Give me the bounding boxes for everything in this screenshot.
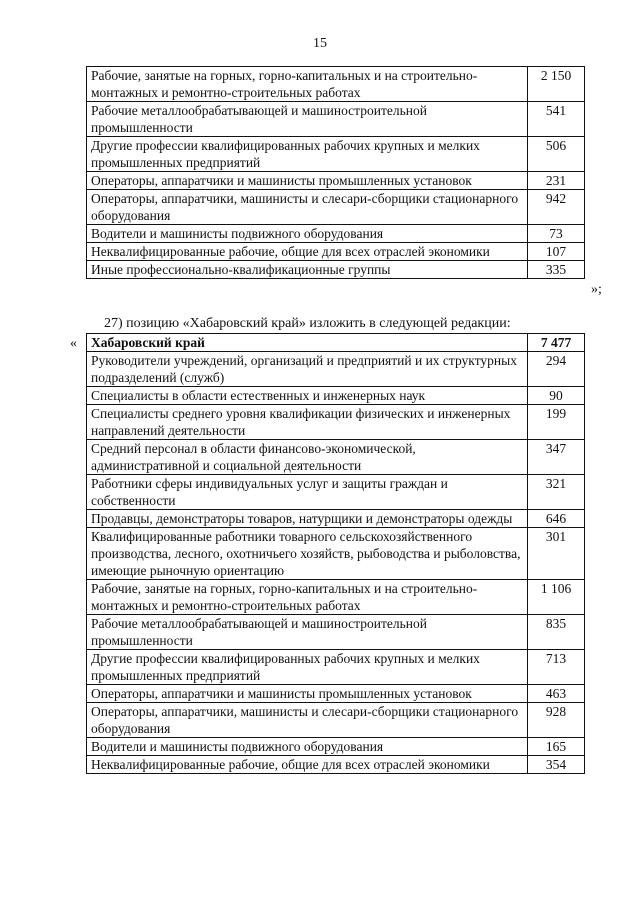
table-row: [87, 225, 585, 243]
row-value: 231: [528, 172, 585, 190]
row-label: Операторы, аппаратчики и машинисты промышленных установок: [87, 685, 528, 703]
table-row: [87, 261, 585, 279]
row-label: Водители и машинисты подвижного оборудования: [87, 225, 528, 243]
row-label: Специалисты среднего уровня квалификации физических и инженерных направлений деятельности: [87, 405, 528, 440]
region-header-row: [87, 334, 585, 352]
table-row: [87, 405, 585, 440]
row-label: Операторы, аппаратчики и машинисты промышленных установок: [87, 172, 528, 190]
row-value: 321: [528, 475, 585, 510]
occupation-table-continued: [86, 66, 585, 279]
row-value: 835: [528, 615, 585, 650]
row-label: Иные профессионально-квалификационные группы: [87, 261, 528, 279]
row-value: 107: [528, 243, 585, 261]
table-row: [87, 650, 585, 685]
row-value: 294: [528, 352, 585, 387]
row-label: Рабочие, занятые на горных, горно-капитальных и на строительно-монтажных и ремонтно-строительных работах: [87, 580, 528, 615]
row-value: 506: [528, 137, 585, 172]
table-row: [87, 102, 585, 137]
row-label: Операторы, аппаратчики, машинисты и слесари-сборщики стационарного оборудования: [87, 190, 528, 225]
row-label: Рабочие металлообрабатывающей и машиностроительной промышленности: [87, 615, 528, 650]
row-value: 73: [528, 225, 585, 243]
table-row: [87, 615, 585, 650]
table-row: [87, 67, 585, 102]
region-total: 7 477: [528, 334, 585, 352]
table-row: [87, 243, 585, 261]
closing-quote: »;: [591, 282, 602, 297]
row-label: Руководители учреждений, организаций и предприятий и их структурных подразделений (служб): [87, 352, 528, 387]
amendment-paragraph: 27) позицию «Хабаровский край» изложить в следующей редакции:: [104, 316, 511, 331]
row-label: Рабочие, занятые на горных, горно-капитальных и на строительно-монтажных и ремонтно-строительных работах: [87, 67, 528, 102]
row-label: Операторы, аппаратчики, машинисты и слесари-сборщики стационарного оборудования: [87, 703, 528, 738]
row-label: Квалифицированные работники товарного сельскохозяйственного производства, лесного, охотничьего хозяйств, рыбоводства и рыболовства, имеющие рыночную ориентацию: [87, 528, 528, 580]
row-value: 1 106: [528, 580, 585, 615]
table-row: [87, 685, 585, 703]
row-label: Продавцы, демонстраторы товаров, натурщики и демонстраторы одежды: [87, 510, 528, 528]
table-row: [87, 137, 585, 172]
row-label: Другие профессии квалифицированных рабочих крупных и мелких промышленных предприятий: [87, 650, 528, 685]
table-row: [87, 703, 585, 738]
table-row: [87, 190, 585, 225]
row-value: 354: [528, 756, 585, 774]
row-value: 928: [528, 703, 585, 738]
table-row: [87, 475, 585, 510]
table-row: [87, 580, 585, 615]
row-label: Рабочие металлообрабатывающей и машиностроительной промышленности: [87, 102, 528, 137]
table-row: [87, 510, 585, 528]
table-row: [87, 756, 585, 774]
row-value: 713: [528, 650, 585, 685]
table-row: [87, 352, 585, 387]
table-row: [87, 172, 585, 190]
region-name: Хабаровский край: [87, 334, 528, 352]
opening-quote: «: [70, 336, 77, 351]
row-value: 335: [528, 261, 585, 279]
row-value: 942: [528, 190, 585, 225]
row-label: Водители и машинисты подвижного оборудования: [87, 738, 528, 756]
row-value: 463: [528, 685, 585, 703]
table-row: [87, 528, 585, 580]
row-value: 199: [528, 405, 585, 440]
row-label: Неквалифицированные рабочие, общие для всех отраслей экономики: [87, 756, 528, 774]
row-value: 90: [528, 387, 585, 405]
row-value: 2 150: [528, 67, 585, 102]
row-value: 347: [528, 440, 585, 475]
row-value: 301: [528, 528, 585, 580]
table-row: [87, 440, 585, 475]
table-row: [87, 738, 585, 756]
khabarovsk-table: [86, 333, 585, 774]
row-value: 541: [528, 102, 585, 137]
row-value: 646: [528, 510, 585, 528]
row-label: Работники сферы индивидуальных услуг и защиты граждан и собственности: [87, 475, 528, 510]
row-label: Другие профессии квалифицированных рабочих крупных и мелких промышленных предприятий: [87, 137, 528, 172]
page-number: 15: [313, 36, 327, 51]
row-label: Специалисты в области естественных и инженерных наук: [87, 387, 528, 405]
table-row: [87, 387, 585, 405]
row-value: 165: [528, 738, 585, 756]
row-label: Средний персонал в области финансово-экономической, административной и социальной деятельности: [87, 440, 528, 475]
row-label: Неквалифицированные рабочие, общие для всех отраслей экономики: [87, 243, 528, 261]
